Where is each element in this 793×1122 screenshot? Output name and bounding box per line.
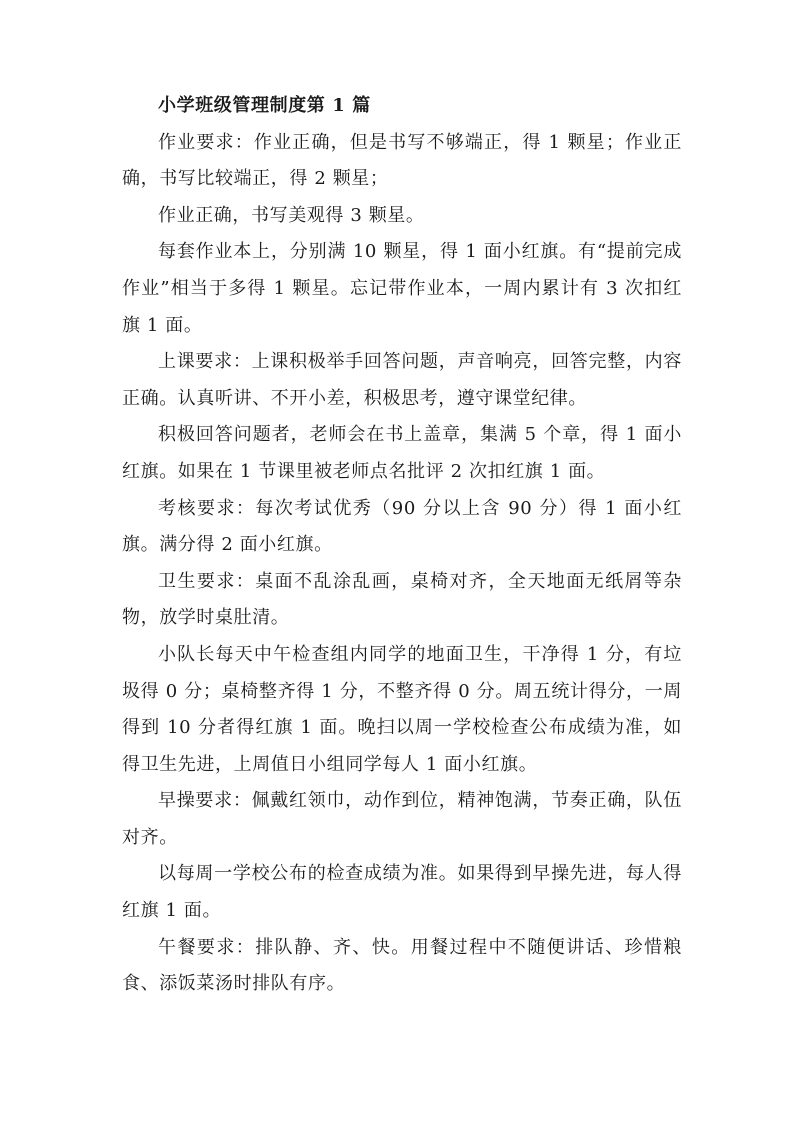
paragraph-exam-requirements: 考核要求：每次考试优秀（90 分以上含 90 分）得 1 面小红旗。满分得 2 面小红旗。 [122,497,682,556]
document-body [122,88,682,1003]
paragraph-morning-exercise-scoring: 以每周一学校公布的检查成绩为准。如果得到早操先进，每人得红旗 1 面。 [122,863,682,922]
paragraph-hygiene-scoring: 小队长每天中午检查组内同学的地面卫生，干净得 1 分，有垃圾得 0 分；桌椅整齐得 1 分，不整齐得 0 分。周五统计得分，一周得到 10 分者得红旗 1 面。晚扫以周一学校检查公布成绩为准，如得卫生先进，上周值日小组同学每人 1 面小红旗。 [122,643,682,775]
paragraph-homework-three-stars: 作业正确，书写美观得 3 颗星。 [158,204,425,226]
paragraph-hygiene-requirements: 卫生要求：桌面不乱涂乱画，桌椅对齐，全天地面无纸屑等杂物，放学时桌肚清。 [122,570,682,629]
paragraph-homework-requirements: 作业要求：作业正确，但是书写不够端正，得 1 颗星；作业正确，书写比较端正，得 2 颗星； [122,131,682,190]
paragraph-morning-exercise-requirements: 早操要求：佩戴红领巾，动作到位，精神饱满，节奏正确，队伍对齐。 [122,790,682,848]
document-title: 小学班级管理制度第 1 篇 [158,95,371,116]
paragraph-class-stamps: 积极回答问题者，老师会在书上盖章，集满 5 个章，得 1 面小红旗。如果在 1 节课里被老师点名批评 2 次扣红旗 1 面。 [122,424,682,482]
paragraph-homework-red-flag: 每套作业本上，分别满 10 颗星，得 1 面小红旗。有“提前完成作业”相当于多得 1 颗星。忘记带作业本，一周内累计有 3 次扣红旗 1 面。 [122,241,682,336]
paragraph-class-requirements: 上课要求：上课积极举手回答问题，声音响亮，回答完整，内容正确。认真听讲、不开小差，积极思考，遵守课堂纪律。 [122,351,682,409]
paragraph-lunch-requirements: 午餐要求：排队静、齐、快。用餐过程中不随便讲话、珍惜粮食、添饭菜汤时排队有序。 [122,936,682,995]
